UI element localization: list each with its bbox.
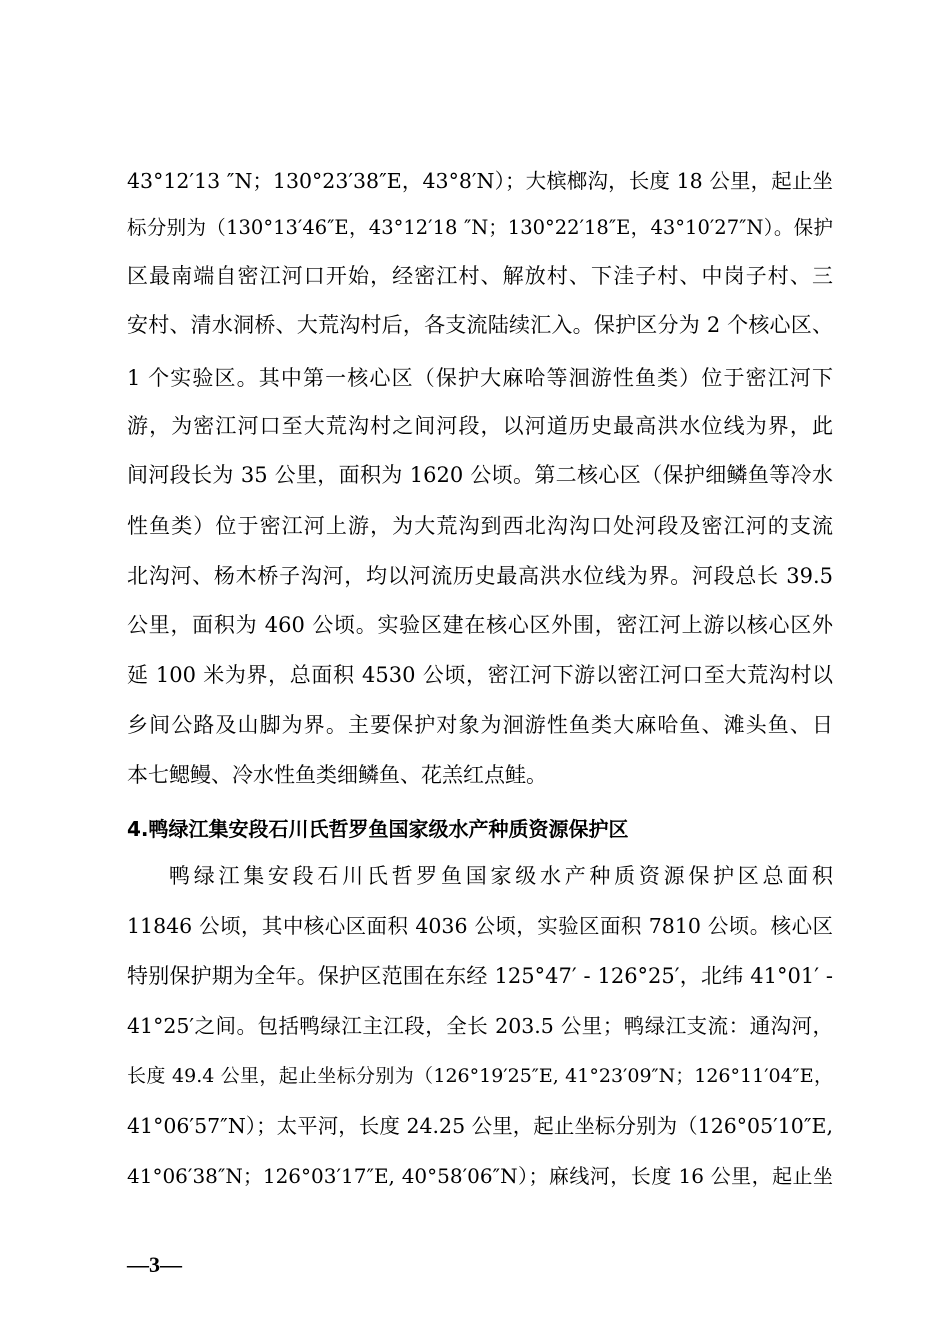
body-text-line: 长度 49.4 公里，起止坐标分别为（126°19′25″E, 41°23′09″N；126°11′04″E，	[127, 1065, 833, 1087]
body-text-line: 41°06′38″N；126°03′17″E, 40°58′06″N）；麻线河，长度 16 公里，起止坐	[127, 1164, 833, 1188]
body-text-line: 1 个实验区。其中第一核心区（保护大麻哈等洄游性鱼类）位于密江河下	[127, 366, 833, 390]
body-text-line: 安村、清水洞桥、大荒沟村后，各支流陆续汇入。保护区分为 2 个核心区、	[127, 313, 833, 337]
body-text-line: 区最南端自密江河口开始，经密江村、解放村、下洼子村、中岗子村、三	[127, 264, 833, 288]
body-text-line: 本七鳃鳗、冷水性鱼类细鳞鱼、花羔红点鲑。	[127, 763, 547, 787]
body-text-line: 标分别为（130°13′46″E，43°12′18 ″N；130°22′18″E，43°10′27″N）。保护	[127, 216, 833, 239]
body-text-line: 43°12′13 ″N；130°23′38″E，43°8′N）；大槟榔沟，长度 18 公里，起止坐	[127, 169, 833, 193]
body-text-line: 41°06′57″N）；太平河，长度 24.25 公里，起止坐标分别为（126°05′10″E,	[127, 1114, 833, 1138]
page-number: —3—	[127, 1252, 182, 1277]
body-text-line: 延 100 米为界，总面积 4530 公顷，密江河下游以密江河口至大荒沟村以	[127, 663, 833, 687]
body-text-line: 41°25′之间。包括鸭绿江主江段，全长 203.5 公里；鸭绿江支流：通沟河，	[127, 1014, 833, 1038]
body-text-line: 游，为密江河口至大荒沟村之间河段，以河道历史最高洪水位线为界，此	[127, 414, 833, 438]
body-text-line: 特别保护期为全年。保护区范围在东经 125°47′ - 126°25′，北纬 41°01′ -	[127, 964, 833, 988]
body-text-line: 间河段长为 35 公里，面积为 1620 公顷。第二核心区（保护细鳞鱼等冷水	[127, 463, 833, 487]
body-text-line: 性鱼类）位于密江河上游，为大荒沟到西北沟沟口处河段及密江河的支流	[127, 514, 833, 538]
section-heading: 4.鸭绿江集安段石川氏哲罗鱼国家级水产种质资源保护区	[127, 817, 629, 841]
body-text-line: 公里，面积为 460 公顷。实验区建在核心区外围，密江河上游以核心区外	[127, 613, 833, 637]
body-text-line: 乡间公路及山脚为界。主要保护对象为洄游性鱼类大麻哈鱼、滩头鱼、日	[127, 713, 833, 737]
body-text-line: 11846 公顷，其中核心区面积 4036 公顷，实验区面积 7810 公顷。核心区	[127, 914, 833, 938]
body-text-line: 鸭绿江集安段石川氏哲罗鱼国家级水产种质资源保护区总面积	[169, 864, 833, 888]
body-text-line: 北沟河、杨木桥子沟河，均以河流历史最高洪水位线为界。河段总长 39.5	[127, 564, 833, 588]
